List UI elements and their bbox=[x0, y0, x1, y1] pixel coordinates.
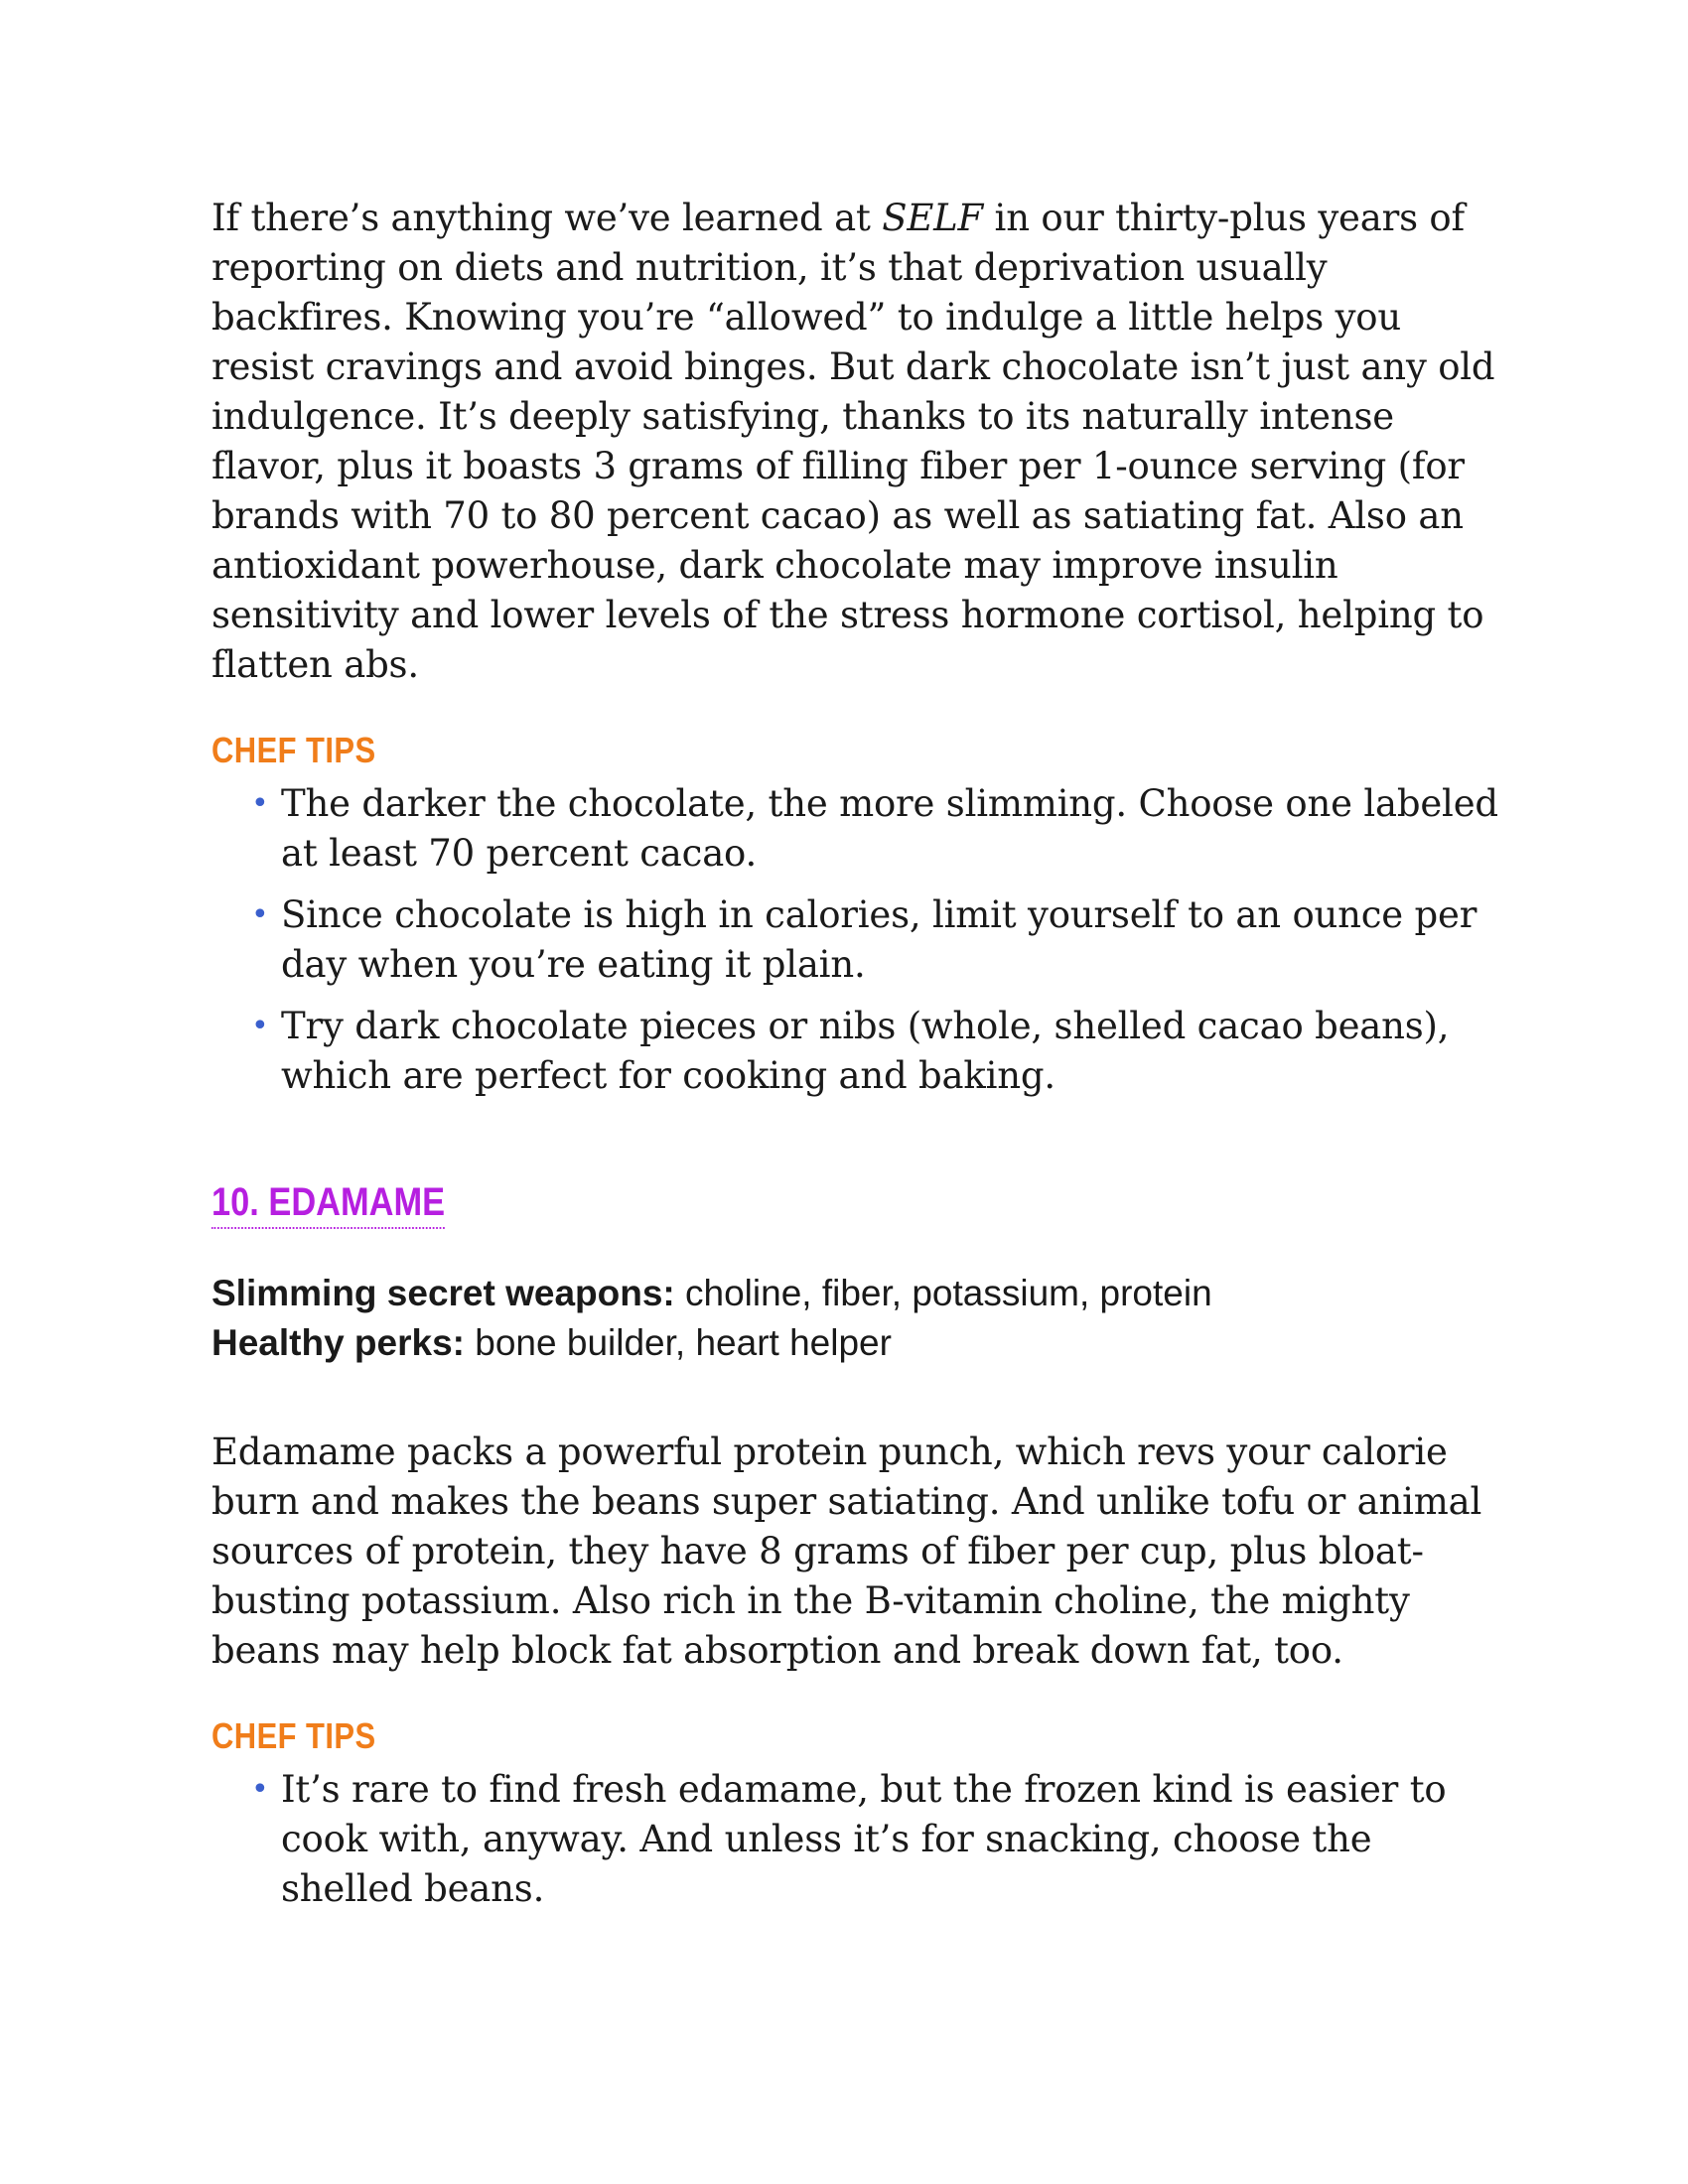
section-paragraph: Edamame packs a powerful protein punch, which revs your calorie burn and makes the beans super satiating. And unlike tofu or animal sources of protein, they have 8 grams of fiber per cup, plus bloat-busting potassium. Also rich in the B-vitamin choline, the mighty beans may help block fat absorption and break down fat, too. bbox=[211, 1431, 1482, 1672]
section-meta bbox=[211, 1269, 1502, 1368]
tip-text: It’s rare to find fresh edamame, but the frozen kind is easier to cook with, anyway. And unless it’s for snacking, choose the shelled beans. bbox=[281, 1768, 1447, 1910]
bullet-icon: • bbox=[251, 1009, 269, 1043]
bullet-icon: • bbox=[251, 786, 269, 821]
intro-text-start: If there’s anything we’ve learned at bbox=[211, 197, 883, 239]
perks-row bbox=[211, 1318, 1502, 1368]
page-content bbox=[211, 194, 1502, 1926]
section-title-wrap bbox=[211, 1180, 1502, 1229]
bullet-icon: • bbox=[251, 897, 269, 932]
tip-text: Since chocolate is high in calories, limit yourself to an ounce per day when you’re eating it plain. bbox=[281, 893, 1477, 986]
list-item bbox=[211, 1765, 1502, 1914]
tip-text: The darker the chocolate, the more slimming. Choose one labeled at least 70 percent cacao. bbox=[281, 782, 1498, 875]
chef-tips-list-2 bbox=[211, 1765, 1502, 1914]
perks-label: Healthy perks: bbox=[211, 1322, 465, 1363]
weapons-label: Slimming secret weapons: bbox=[211, 1273, 675, 1313]
tip-text: Try dark chocolate pieces or nibs (whole, shelled cacao beans), which are perfect for cooking and baking. bbox=[281, 1005, 1450, 1097]
magazine-name: SELF bbox=[882, 197, 983, 239]
weapons-value: choline, fiber, potassium, protein bbox=[674, 1273, 1212, 1313]
chef-tips-list-1 bbox=[211, 779, 1502, 1101]
list-item bbox=[211, 779, 1502, 879]
list-item bbox=[211, 1002, 1502, 1101]
chef-tips-heading-1: CHEF TIPS bbox=[211, 730, 376, 770]
bullet-icon: • bbox=[251, 1772, 269, 1807]
perks-value: bone builder, heart helper bbox=[465, 1322, 892, 1363]
intro-text-rest: in our thirty-plus years of reporting on diets and nutrition, it’s that deprivation usually backfires. Knowing you’re “allowed” to indulge a little helps you resist cravings and avoid binges. But dark chocolate isn’t just any old indulgence. It’s deeply satisfying, thanks to its naturally intense flavor, plus it boasts 3 grams of filling fiber per 1-ounce serving (for brands with 70 to 80 percent cacao) as well as satiating fat. Also an antioxidant powerhouse, dark chocolate may improve insulin sensitivity and lower levels of the stress hormone cortisol, helping to flatten abs. bbox=[211, 197, 1495, 686]
section-title: 10. EDAMAME bbox=[211, 1180, 445, 1229]
list-item bbox=[211, 890, 1502, 990]
intro-paragraph bbox=[211, 194, 1502, 690]
weapons-row bbox=[211, 1269, 1502, 1318]
chef-tips-heading-2: CHEF TIPS bbox=[211, 1715, 376, 1756]
